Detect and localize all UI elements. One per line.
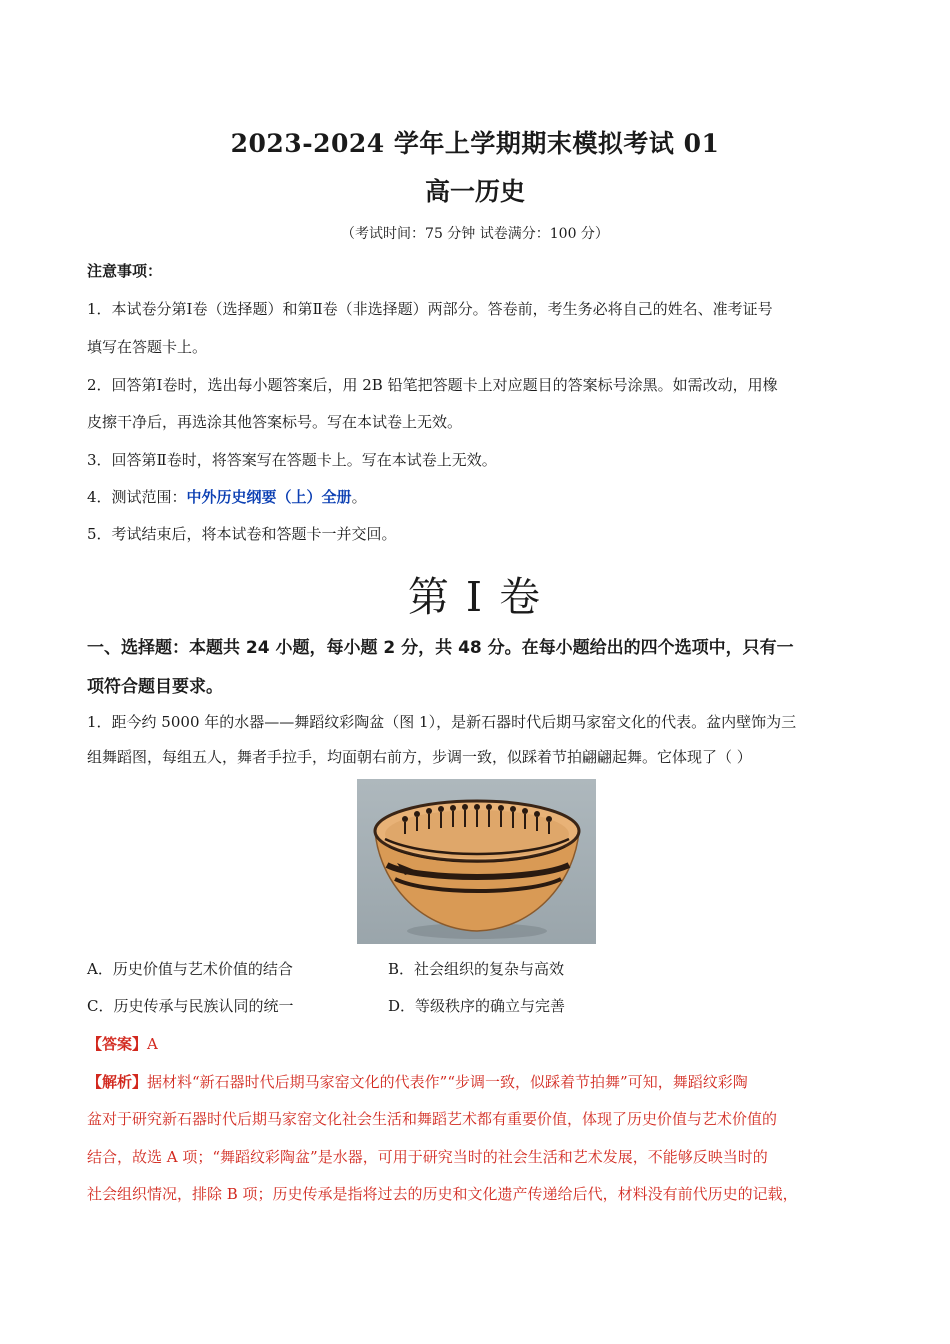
question-1-stem-line-1: 1．距今约 5000 年的水器——舞蹈纹彩陶盆（图 1），是新石器时代后期马家窑文化的代表。盆内壁饰为三 <box>87 713 797 731</box>
notice-item-1-line-1: 1．本试卷分第Ⅰ卷（选择题）和第Ⅱ卷（非选择题）两部分。答卷前，考生务必将自己的姓名、准考证号 <box>87 300 773 318</box>
option-b: B．社会组织的复杂与高效 <box>388 960 565 978</box>
analysis-line-3: 结合，故选 A 项；“舞蹈纹彩陶盆”是水器，可用于研究当时的社会生活和艺术发展，不能够反映当时的 <box>87 1148 768 1166</box>
notice-item-3: 3．回答第Ⅱ卷时，将答案写在答题卡上。写在本试卷上无效。 <box>87 451 497 469</box>
option-a: A．历史价值与艺术价值的结合 <box>87 960 293 978</box>
notice-item-2-line-1: 2．回答第Ⅰ卷时，选出每小题答案后，用 2B 铅笔把答题卡上对应题目的答案标号涂黑。如需改动，用橡 <box>87 376 778 394</box>
question-1-stem-line-2: 组舞蹈图，每组五人，舞者手拉手，均面朝右前方，步调一致，似踩着节拍翩翩起舞。它体现了（ ） <box>87 748 752 766</box>
analysis-line-1 <box>87 1071 748 1092</box>
analysis-line-4: 社会组织情况，排除 B 项；历史传承是指将过去的历史和文化遗产传递给后代，材料没有前代历史的记载， <box>87 1185 798 1203</box>
notice-item-5: 5．考试结束后，将本试卷和答题卡一并交回。 <box>87 525 397 543</box>
section-instruction-line-2: 项符合题目要求。 <box>87 677 223 697</box>
answer <box>87 1033 158 1054</box>
analysis-label: 【解析】 <box>87 1073 148 1091</box>
notice-item-4-prefix: 4．测试范围： <box>87 488 187 506</box>
painted-pottery-basin-image <box>357 779 596 944</box>
answer-value: A <box>147 1035 158 1053</box>
pottery-bowl-icon <box>357 779 596 944</box>
subject-title: 高一历史 <box>424 177 525 206</box>
option-c: C．历史传承与民族认同的统一 <box>87 997 294 1015</box>
analysis-line-2: 盆对于研究新石器时代后期马家窑文化社会生活和舞蹈艺术都有重要价值，体现了历史价值与艺术价值的 <box>87 1110 778 1128</box>
test-range: 中外历史纲要（上）全册 <box>186 488 352 506</box>
notice-item-2-line-2: 皮擦干净后，再选涂其他答案标号。写在本试卷上无效。 <box>87 413 463 431</box>
answer-label: 【答案】 <box>87 1035 148 1053</box>
option-d: D．等级秩序的确立与完善 <box>388 997 566 1015</box>
notice-heading: 注意事项： <box>87 262 163 280</box>
notice-item-1-line-2: 填写在答题卡上。 <box>87 338 208 356</box>
section-title: 第 I 卷 <box>407 573 543 621</box>
notice-item-4-suffix: 。 <box>351 488 367 506</box>
exam-meta: （考试时间：75 分钟 试卷满分：100 分） <box>341 226 609 242</box>
analysis-text-1: 据材料“新石器时代后期马家窑文化的代表作”“步调一致，似踩着节拍舞”可知，舞蹈纹彩陶 <box>147 1073 748 1091</box>
section-instruction-line-1: 一、选择题：本题共 24 小题，每小题 2 分，共 48 分。在每小题给出的四个选项中，只有一 <box>87 638 794 658</box>
exam-title: 2023-2024 学年上学期期末模拟考试 01 <box>230 129 720 158</box>
notice-item-4 <box>87 486 367 507</box>
